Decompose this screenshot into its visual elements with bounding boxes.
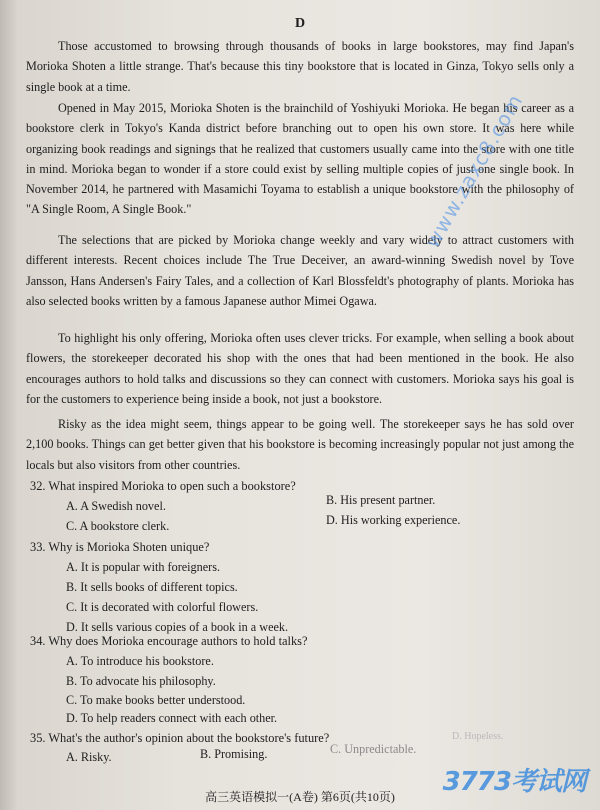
paragraph-1: [26, 36, 574, 97]
site-logo: 3773考试网: [442, 767, 586, 797]
q33-option-c[interactable]: C. It is decorated with colorful flowers.: [66, 600, 259, 614]
paragraph-4: [26, 328, 574, 409]
paragraph-5-text: Risky as the idea might seem, things appear to be going well. The storekeeper says he has sold over 2,100 books. Things can get better given that his bookstore is becoming increasingly popular not just among the locals but also visitors from other countries.: [26, 417, 574, 472]
paragraph-3-text: The selections that are picked by Morioka change weekly and vary widely to attract customers with different interests. Recent choices include The True Deceiver, an award-winning Swedish novel by Tove Jansson, Hans Andersen's Fairy Tales, and a collection of Karl Blossfeldt's photography of plants. Morioka has also selected books written by a famous Japanese author Mimei Ogawa.: [26, 233, 574, 308]
q33-option-b[interactable]: B. It sells books of different topics.: [66, 580, 238, 594]
q35-option-b[interactable]: B. Promising.: [200, 747, 268, 761]
q35-option-d[interactable]: D. Hopeless.: [452, 731, 504, 742]
paragraph-1-text: Those accustomed to browsing through thousands of books in large bookstores, may find Japan's Morioka Shoten a little strange. That's because this tiny bookstore that is located in Ginza, Tokyo sells only a single book at a time.: [26, 39, 574, 94]
paragraph-4-text: To highlight his only offering, Morioka often uses clever tricks. For example, when selling a book about flowers, the storekeeper decorated his shop with the ones that had been mentioned in the book. He also encourages authors to hold talks and discussions so they can connect with customers. Morioka says his goal is for the customers to experience being inside a book, not just a bookstore.: [26, 331, 574, 406]
q33-option-d[interactable]: D. It sells various copies of a book in a week.: [66, 620, 289, 634]
q32-option-d[interactable]: D. His working experience.: [326, 513, 461, 527]
site-watermark: www.zaxc8.com: [420, 89, 528, 252]
paragraph-3: [26, 230, 574, 311]
q35-option-c[interactable]: C. Unpredictable.: [330, 742, 417, 756]
q32-option-c[interactable]: C. A bookstore clerk.: [66, 519, 170, 533]
q32-option-b[interactable]: B. His present partner.: [326, 493, 436, 507]
q34-option-b[interactable]: B. To advocate his philosophy.: [66, 674, 216, 688]
q32-option-a[interactable]: A. A Swedish novel.: [66, 499, 166, 513]
question-32: 32. What inspired Morioka to open such a bookstore?: [30, 479, 296, 493]
question-33: 33. Why is Morioka Shoten unique?: [30, 540, 210, 554]
q35-option-a[interactable]: A. Risky.: [66, 750, 112, 764]
q34-option-d[interactable]: D. To help readers connect with each other.: [66, 711, 278, 725]
q34-option-c[interactable]: C. To make books better understood.: [66, 693, 246, 707]
paragraph-2-text: Opened in May 2015, Morioka Shoten is the brainchild of Yoshiyuki Morioka. He began his career as a bookstore clerk in Tokyo's Kanda district before branching out to open his own store. It was here while organizing book readings and signings that he realized that customers usually came into the store with one title in mind. Morioka began to wonder if a store could exist by selling multiple copies of just one single book. In November 2014, he partnered with Masamichi Toyama to establish a unique bookstore with the philosophy of "A Single Room, A Single Book.": [26, 101, 574, 217]
paragraph-5: [26, 414, 574, 475]
question-34: 34. Why does Morioka encourage authors to hold talks?: [30, 634, 308, 648]
page-shadow: [0, 0, 18, 810]
question-35: 35. What's the author's opinion about the bookstore's future?: [30, 731, 330, 745]
page-footer: 高三英语模拟一(A卷) 第6页(共10页): [205, 790, 395, 804]
q34-option-a[interactable]: A. To introduce his bookstore.: [66, 654, 214, 668]
q33-option-a[interactable]: A. It is popular with foreigners.: [66, 560, 221, 574]
section-letter: D: [294, 16, 306, 31]
